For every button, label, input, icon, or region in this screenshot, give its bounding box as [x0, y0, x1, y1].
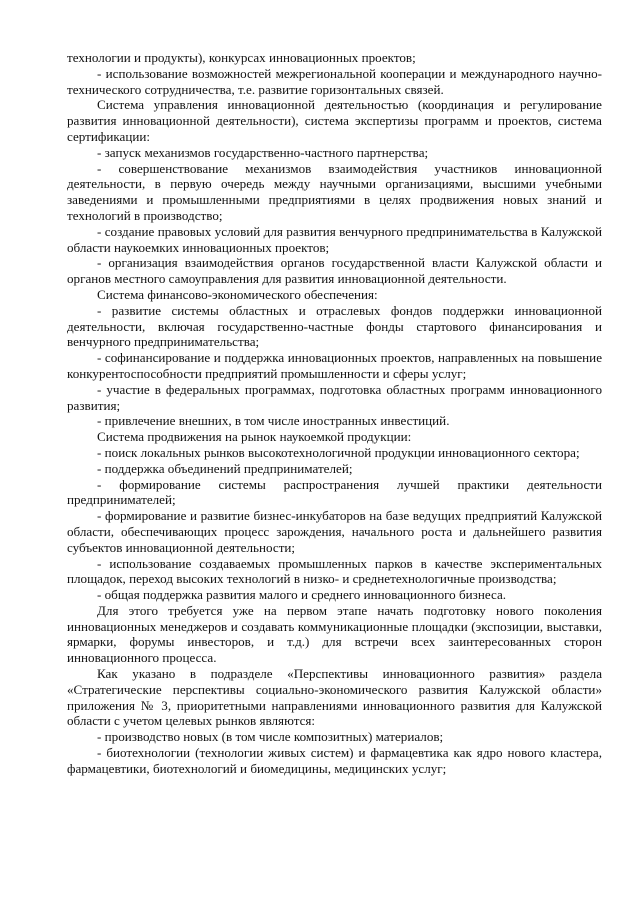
- paragraph: Система продвижения на рынок наукоемкой продукции:: [97, 429, 412, 445]
- paragraph: - развитие системы областных и отраслевых фондов поддержки инновационной деятельности, включая государственно-частные фонды стартового финансирования и венчурного предпринимательства;: [67, 302, 602, 350]
- paragraph: - софинансирование и поддержка инновационных проектов, направленных на повышение конкурентоспособности предприятий промышленности и сферы услуг;: [67, 350, 602, 381]
- paragraph: технологии и продукты), конкурсах инновационных проектов;: [67, 50, 416, 65]
- paragraph: - запуск механизмов государственно-частного партнерства;: [97, 144, 429, 160]
- paragraph: - участие в федеральных программах, подготовка областных программ инновационного развития;: [67, 381, 602, 413]
- paragraph: - поддержка объединений предпринимателей;: [97, 460, 353, 476]
- paragraph: - организация взаимодействия органов государственной власти Калужской области и органов местного самоуправления для развития инновационной деятельности.: [67, 255, 602, 287]
- paragraph: - использование возможностей межрегиональной кооперации и международного научно-технического сотрудничества, т.е. развитие горизонтальных связей.: [67, 65, 602, 97]
- paragraph: - использование создаваемых промышленных парков в качестве экспериментальных площадок, переход высоких технологий в низко- и среднетехнологичные производства;: [67, 555, 602, 587]
- paragraph: - производство новых (в том числе композитных) материалов;: [97, 729, 444, 745]
- document-body: [67, 50, 602, 777]
- paragraph: Для этого требуется уже на первом этапе начать подготовку нового поколения инновационных менеджеров и создавать коммуникационные площадки (экспозиции, выставки, ярмарки, форумы инвесторов, и т.д.) для встречи всех заинтересованных сторон инновационного процесса.: [67, 602, 602, 666]
- paragraph: - формирование системы распространения лучшей практики деятельности предпринимателей;: [67, 476, 602, 508]
- paragraph: - совершенствование механизмов взаимодействия участников инновационной деятельности, в первую очередь между научными организациями, высшими учебными заведениями и промышленными предприятиями в целях продвижения новых знаний и технологий в производство;: [67, 160, 602, 223]
- paragraph: - формирование и развитие бизнес-инкубаторов на базе ведущих предприятий Калужской области, обеспечивающих процесс зарождения, начального роста и дальнейшего развития субъектов инновационной деятельности;: [67, 508, 602, 555]
- paragraph: - биотехнологии (технологии живых систем) и фармацевтика как ядро нового кластера, фармацевтики, биотехнологий и биомедицины, медицинских услуг;: [67, 745, 602, 776]
- paragraph: - привлечение внешних, в том числе иностранных инвестиций.: [97, 413, 450, 429]
- paragraph: Система финансово-экономического обеспечения:: [97, 286, 378, 302]
- paragraph: - поиск локальных рынков высокотехнологичной продукции инновационного сектора;: [97, 444, 580, 460]
- paragraph: - создание правовых условий для развития венчурного предпринимательства в Калужской области наукоемких инновационных проектов;: [67, 223, 602, 255]
- paragraph: Система управления инновационной деятельностью (координация и регулирование развития инновационной деятельности), система экспертизы программ и проектов, система сертификации:: [67, 97, 602, 144]
- paragraph: - общая поддержка развития малого и среднего инновационного бизнеса.: [97, 587, 507, 603]
- paragraph: Как указано в подразделе «Перспективы инновационного развития» раздела «Стратегические перспективы социально-экономического развития Калужской области» приложения № 3, приоритетными направлениями инновационного развития для Калужской области с учетом целевых рынков являются:: [67, 666, 602, 729]
